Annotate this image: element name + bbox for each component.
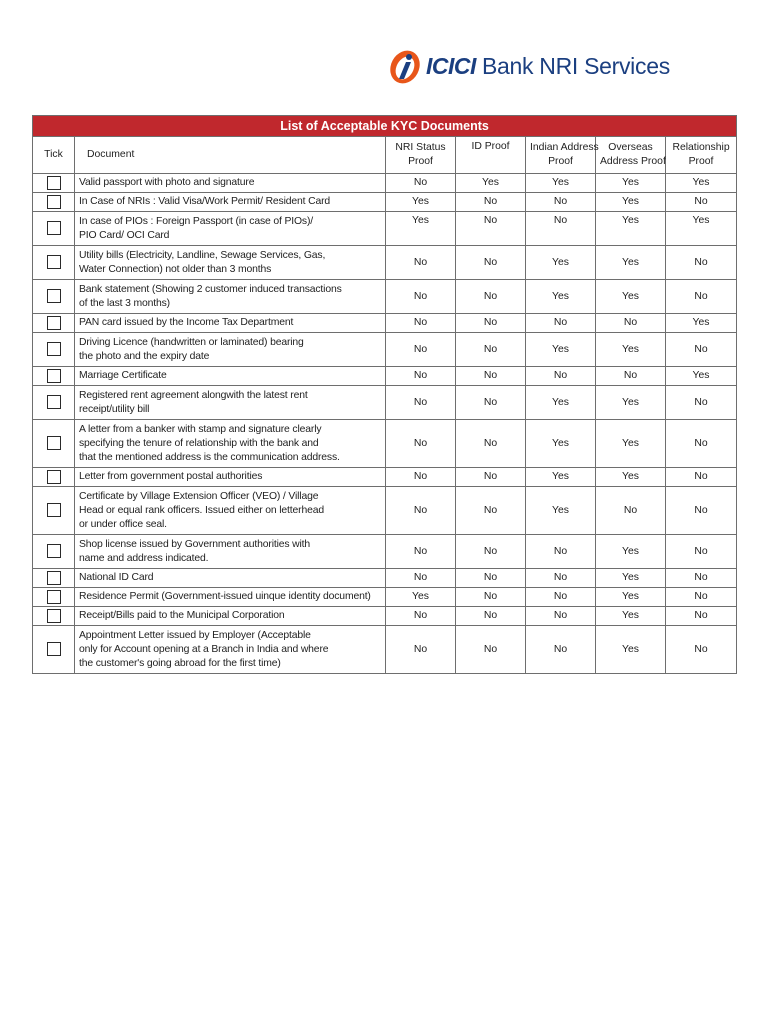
tick-cell [33,367,75,386]
id-proof-cell: No [456,246,526,280]
document-cell [75,367,386,386]
overseas-address-cell: Yes [596,333,666,367]
nri-status-cell: No [386,420,456,468]
document-text-line: that the mentioned address is the communication address. [79,451,340,463]
document-text-line: Head or equal rank officers. Issued either on letterhead [79,504,324,516]
id-proof-cell: No [456,468,526,487]
tick-cell [33,487,75,535]
overseas-address-cell: Yes [596,386,666,420]
tick-checkbox[interactable] [47,342,61,356]
col-header-nri-status-line1: NRI Status [395,142,446,153]
document-cell [75,626,386,674]
overseas-address-cell: Yes [596,569,666,588]
indian-address-cell: Yes [526,386,596,420]
document-text-line: Valid passport with photo and signature [79,177,255,188]
document-cell [75,569,386,588]
icici-logo-mark-icon [388,46,424,86]
nri-status-cell: Yes [386,212,456,246]
relationship-cell: No [666,487,737,535]
indian-address-cell: Yes [526,420,596,468]
indian-address-cell: Yes [526,174,596,193]
col-header-indian-address-line2: Proof [548,156,573,167]
indian-address-cell: No [526,212,596,246]
nri-status-cell: No [386,468,456,487]
nri-status-cell: No [386,280,456,314]
id-proof-cell: No [456,607,526,626]
table-row [33,588,737,607]
tick-checkbox[interactable] [47,316,61,330]
document-text-line: Utility bills (Electricity, Landline, Sewage Services, Gas, [79,249,326,261]
overseas-address-cell: Yes [596,246,666,280]
indian-address-cell: No [526,193,596,212]
tick-checkbox[interactable] [47,544,61,558]
tick-checkbox[interactable] [47,436,61,450]
relationship-cell: No [666,535,737,569]
overseas-address-cell: No [596,367,666,386]
document-cell [75,246,386,280]
table-row [33,468,737,487]
indian-address-cell: No [526,367,596,386]
nri-status-cell: No [386,386,456,420]
tick-checkbox[interactable] [47,369,61,383]
document-text-line: National ID Card [79,572,154,583]
overseas-address-cell: Yes [596,193,666,212]
tick-checkbox[interactable] [47,609,61,623]
col-header-tick: Tick [33,137,75,174]
document-text-line: specifying the tenure of relationship with the bank and [79,437,319,449]
tick-cell [33,174,75,193]
indian-address-cell: No [526,607,596,626]
kyc-documents-table [32,115,737,674]
logo-text [426,52,670,79]
document-text-line: the customer's going abroad for the first time) [79,657,281,669]
document-text-line: Letter from government postal authorities [79,471,263,482]
table-row [33,367,737,386]
document-text-line: or under office seal. [79,518,167,530]
document-cell [75,174,386,193]
relationship-cell: No [666,193,737,212]
col-header-relationship-line2: Proof [688,156,714,167]
tick-checkbox[interactable] [47,395,61,409]
table-row [33,280,737,314]
overseas-address-cell: Yes [596,535,666,569]
document-cell [75,386,386,420]
document-cell [75,468,386,487]
tick-cell [33,468,75,487]
tick-cell [33,386,75,420]
relationship-cell: No [666,607,737,626]
table-row [33,193,737,212]
table-row [33,212,737,246]
document-text-line: Water Connection) not older than 3 months [79,263,272,275]
col-header-document: Document [75,137,386,174]
relationship-cell: Yes [666,367,737,386]
icici-logo [388,44,738,88]
document-cell [75,535,386,569]
nri-status-cell: Yes [386,588,456,607]
tick-cell [33,588,75,607]
relationship-cell: No [666,569,737,588]
document-text-line: Certificate by Village Extension Officer (VEO) / Village [79,490,319,502]
table-row [33,535,737,569]
id-proof-cell: No [456,212,526,246]
id-proof-cell: No [456,535,526,569]
relationship-cell: No [666,246,737,280]
tick-checkbox[interactable] [47,289,61,303]
table-row [33,246,737,280]
document-text-line: Driving Licence (handwritten or laminated) bearing [79,336,304,348]
tick-cell [33,535,75,569]
document-text-line: Marriage Certificate [79,370,167,381]
relationship-cell: Yes [666,212,737,246]
table-title: List of Acceptable KYC Documents [33,116,737,137]
col-header-overseas-address-line1: Overseas [608,142,653,153]
indian-address-cell: No [526,588,596,607]
document-text-line: receipt/utility bill [79,403,150,415]
overseas-address-cell: Yes [596,174,666,193]
tick-cell [33,193,75,212]
table-row [33,569,737,588]
indian-address-cell: Yes [526,246,596,280]
tick-checkbox[interactable] [47,590,61,604]
document-cell [75,193,386,212]
relationship-cell: No [666,280,737,314]
document-text-line: name and address indicated. [79,552,209,564]
document-text-line: Receipt/Bills paid to the Municipal Corporation [79,610,285,621]
document-cell [75,280,386,314]
relationship-cell: No [666,626,737,674]
nri-status-cell: No [386,535,456,569]
id-proof-cell: No [456,386,526,420]
table-row [33,314,737,333]
nri-status-cell: No [386,333,456,367]
table-row [33,626,737,674]
table-row [33,607,737,626]
document-cell [75,333,386,367]
tick-checkbox[interactable] [47,255,61,269]
relationship-cell: Yes [666,314,737,333]
document-text-line: Appointment Letter issued by Employer (Acceptable [79,629,311,641]
indian-address-cell: No [526,626,596,674]
document-text-line: the photo and the expiry date [79,350,210,362]
nri-status-cell: No [386,569,456,588]
id-proof-cell: No [456,588,526,607]
nri-status-cell: No [386,626,456,674]
document-cell [75,212,386,246]
tick-cell [33,280,75,314]
document-text-line: only for Account opening at a Branch in India and where [79,643,329,655]
document-text-line: Bank statement (Showing 2 customer induced transactions [79,283,342,295]
id-proof-cell: No [456,314,526,333]
col-header-nri-status [386,137,456,174]
document-cell [75,487,386,535]
table-row [33,174,737,193]
indian-address-cell: Yes [526,280,596,314]
tick-checkbox[interactable] [47,642,61,656]
document-cell [75,588,386,607]
id-proof-cell: No [456,193,526,212]
table-title-row [33,116,737,137]
indian-address-cell: No [526,314,596,333]
id-proof-cell: No [456,333,526,367]
overseas-address-cell: Yes [596,212,666,246]
relationship-cell: No [666,386,737,420]
document-text-line: Residence Permit (Government-issued uinque identity document) [79,591,371,602]
document-cell [75,314,386,333]
tick-cell [33,314,75,333]
id-proof-cell: No [456,569,526,588]
indian-address-cell: Yes [526,333,596,367]
nri-status-cell: No [386,314,456,333]
col-header-nri-status-line2: Proof [408,156,433,167]
tick-cell [33,333,75,367]
table-body [33,174,737,674]
id-proof-cell: Yes [456,174,526,193]
indian-address-cell: No [526,535,596,569]
overseas-address-cell: Yes [596,420,666,468]
tick-checkbox[interactable] [47,470,61,484]
table-row [33,420,737,468]
tick-cell [33,607,75,626]
relationship-cell: Yes [666,174,737,193]
nri-status-cell: No [386,367,456,386]
nri-status-cell: No [386,487,456,535]
col-header-relationship-line1: Relationship [672,142,730,153]
tick-cell [33,246,75,280]
document-text-line: In case of PIOs : Foreign Passport (in case of PIOs)/ [79,215,314,227]
col-header-relationship [666,137,737,174]
col-header-overseas-address-line2: Address Proof [600,156,666,167]
document-text-line: In Case of NRIs : Valid Visa/Work Permit/ Resident Card [79,196,331,207]
col-header-indian-address [526,137,599,174]
overseas-address-cell: Yes [596,468,666,487]
overseas-address-cell: No [596,487,666,535]
col-header-id-proof: ID Proof [456,137,526,174]
tick-checkbox[interactable] [47,176,61,190]
relationship-cell: No [666,420,737,468]
overseas-address-cell: Yes [596,626,666,674]
overseas-address-cell: No [596,314,666,333]
tick-cell [33,212,75,246]
overseas-address-cell: Yes [596,607,666,626]
col-header-indian-address-line1: Indian Address [530,142,599,153]
nri-status-cell: No [386,246,456,280]
logo-rest: Bank NRI Services [475,52,670,79]
tick-checkbox[interactable] [47,195,61,209]
document-text-line: Registered rent agreement alongwith the latest rent [79,389,308,401]
id-proof-cell: No [456,367,526,386]
nri-status-cell: No [386,607,456,626]
id-proof-cell: No [456,626,526,674]
id-proof-cell: No [456,280,526,314]
document-text-line: of the last 3 months) [79,297,170,309]
document-text-line: A letter from a banker with stamp and signature clearly [79,423,322,435]
document-cell [75,607,386,626]
tick-cell [33,569,75,588]
col-header-overseas-address [596,137,666,174]
tick-checkbox[interactable] [47,221,61,235]
id-proof-cell: No [456,487,526,535]
indian-address-cell: No [526,569,596,588]
nri-status-cell: Yes [386,193,456,212]
indian-address-cell: Yes [526,487,596,535]
nri-status-cell: No [386,174,456,193]
id-proof-cell: No [456,420,526,468]
document-text-line: PAN card issued by the Income Tax Department [79,317,294,328]
relationship-cell: No [666,333,737,367]
tick-checkbox[interactable] [47,503,61,517]
relationship-cell: No [666,468,737,487]
document-text-line: PIO Card/ OCI Card [79,229,170,241]
tick-cell [33,626,75,674]
document-text-line: Shop license issued by Government authorities with [79,538,311,550]
indian-address-cell: Yes [526,468,596,487]
table-row [33,487,737,535]
tick-cell [33,420,75,468]
table-header-row [33,137,737,174]
document-cell [75,420,386,468]
overseas-address-cell: Yes [596,280,666,314]
overseas-address-cell: Yes [596,588,666,607]
table-row [33,333,737,367]
logo-brand: ICICI [426,52,476,79]
relationship-cell: No [666,588,737,607]
tick-checkbox[interactable] [47,571,61,585]
table-row [33,386,737,420]
